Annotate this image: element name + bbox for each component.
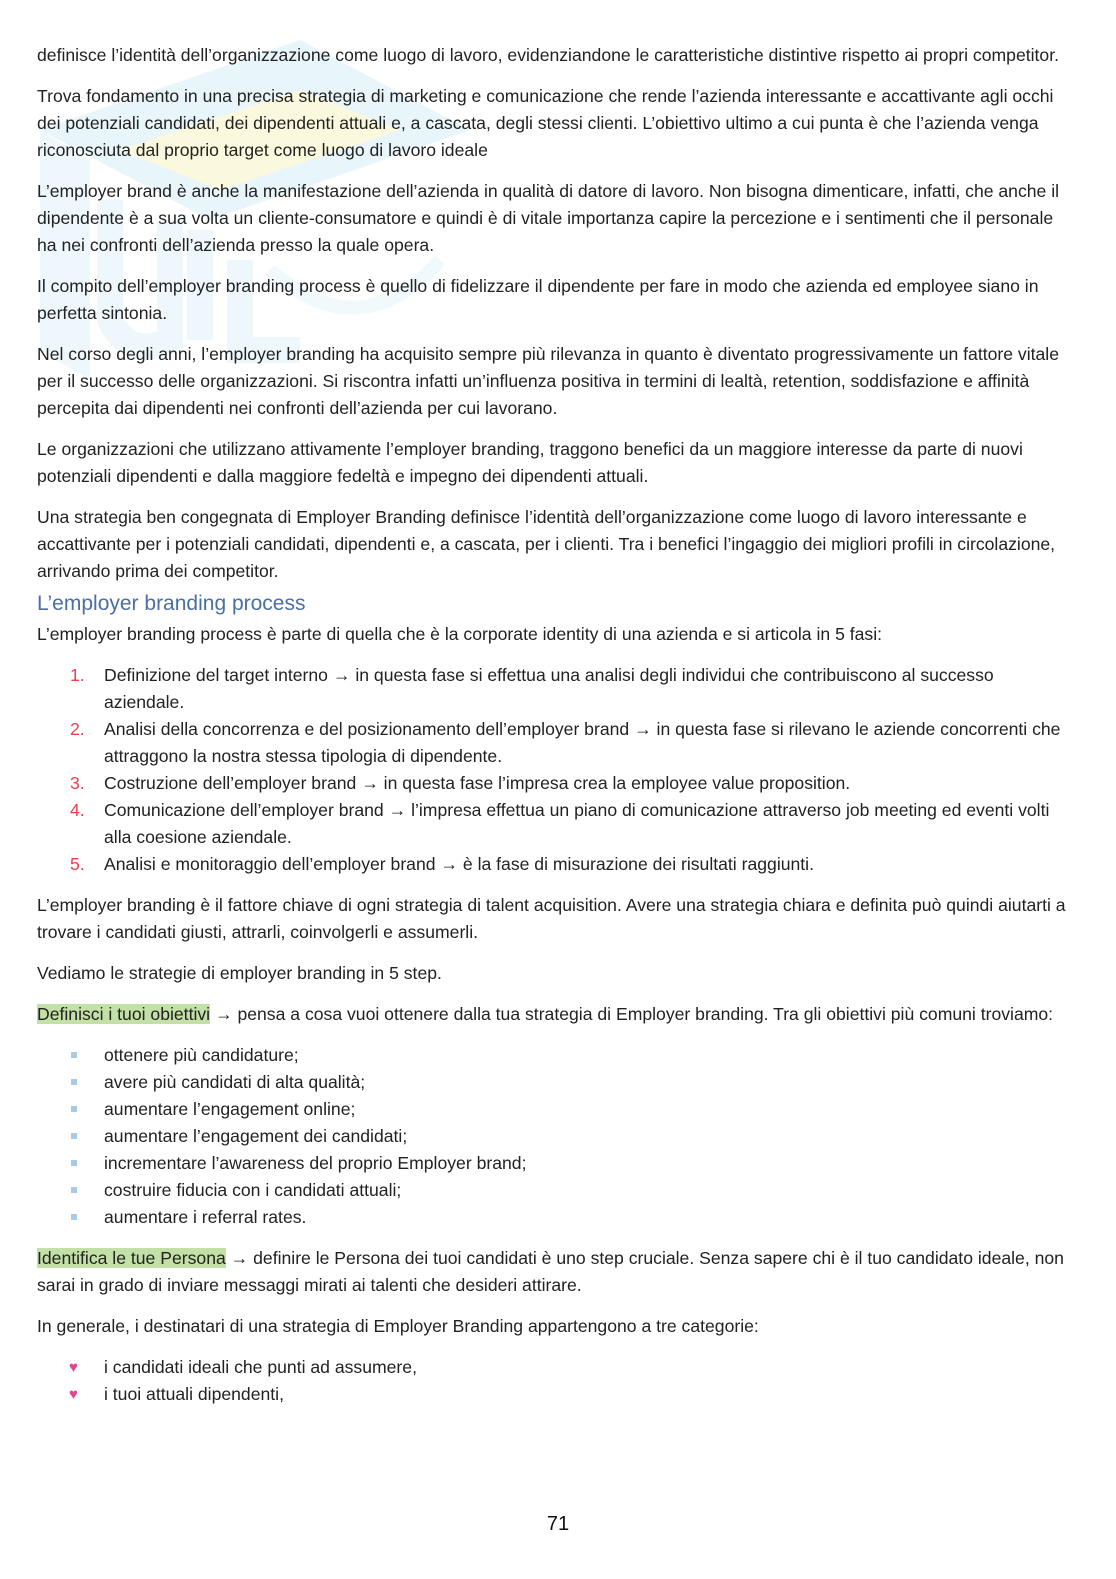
- step-text: Definizione del target interno → in questa fase si effettua una analisi degli individui che contribuiscono al successo aziendale.: [104, 665, 994, 712]
- goal-text: aumentare i referral rates.: [104, 1207, 307, 1227]
- list-item: [37, 1354, 1067, 1381]
- step-number: 1.: [70, 665, 85, 685]
- paragraph: Il compito dell’employer branding process è quello di fidelizzare il dipendente per fare in modo che azienda ed employee siano in perfetta sintonia.: [37, 276, 1039, 323]
- square-bullet-icon: [71, 1052, 77, 1058]
- step-number: 5.: [70, 854, 85, 874]
- step-text: Comunicazione dell’employer brand → l’impresa effettua un piano di comunicazione attraverso job meeting ed eventi volti alla coesione aziendale.: [104, 800, 1050, 847]
- square-bullet-icon: [71, 1187, 77, 1193]
- goal-text: aumentare l’engagement dei candidati;: [104, 1126, 408, 1146]
- paragraph: definisce l’identità dell’organizzazione come luogo di lavoro, evidenziandone le caratteristiche distintive rispetto ai propri competitor.: [37, 45, 1059, 65]
- highlighted-step-title: Identifica le tue Persona: [37, 1248, 226, 1268]
- target-text: i candidati ideali che punti ad assumere,: [104, 1357, 417, 1377]
- paragraph: L’employer branding è il fattore chiave di ogni strategia di talent acquisition. Avere una strategia chiara e definita può quindi aiutarti a trovare i candidati giusti, attrarli, coinvolgerli e assumerli.: [37, 895, 1066, 942]
- list-item: [37, 662, 1067, 716]
- step-text: Analisi della concorrenza e del posizionamento dell’employer brand → in questa fase si rilevano le aziende concorrenti che attraggono la nostra stessa tipologia di dipendente.: [104, 719, 1061, 766]
- paragraph: [37, 1245, 1067, 1299]
- step-text: Costruzione dell’employer brand → in questa fase l’impresa crea la employee value proposition.: [104, 773, 851, 793]
- paragraph: [37, 1001, 1067, 1028]
- process-steps-list: [37, 662, 1067, 878]
- list-item: [37, 1150, 1067, 1177]
- targets-list: [37, 1354, 1067, 1408]
- paragraph: Vediamo le strategie di employer branding in 5 step.: [37, 963, 442, 983]
- target-text: i tuoi attuali dipendenti,: [104, 1384, 284, 1404]
- square-bullet-icon: [71, 1160, 77, 1166]
- step-number: 4.: [70, 800, 85, 820]
- list-item: [37, 851, 1067, 878]
- goal-text: avere più candidati di alta qualità;: [104, 1072, 366, 1092]
- paragraph: L’employer brand è anche la manifestazione dell’azienda in qualità di datore di lavoro. Non bisogna dimenticare, infatti, che anche il dipendente è a sua volta un cliente-consumatore e quindi è di vitale importanza capire la percezione e i sentimenti che il personale ha nei confronti dell’azienda presso la quale opera.: [37, 181, 1060, 255]
- goal-text: aumentare l’engagement online;: [104, 1099, 356, 1119]
- list-item: [37, 716, 1067, 770]
- square-bullet-icon: [71, 1133, 77, 1139]
- goals-list: [37, 1042, 1067, 1231]
- paragraph: Nel corso degli anni, l’employer branding ha acquisito sempre più rilevanza in quanto è diventato progressivamente un fattore vitale per il successo delle organizzazioni. Si riscontra infatti un’influenza positiva in termini di lealtà, retention, soddisfazione e affinità percepita dai dipendenti nei confronti dell’azienda per cui lavorano.: [37, 344, 1060, 418]
- heart-bullet-icon: ♥: [69, 1359, 78, 1376]
- step-text: Analisi e monitoraggio dell’employer brand → è la fase di misurazione dei risultati raggiunti.: [104, 854, 814, 874]
- step-number: 2.: [70, 719, 85, 739]
- paragraph: Le organizzazioni che utilizzano attivamente l’employer branding, traggono benefici da un maggiore interesse da parte di nuovi potenziali dipendenti e dalla maggiore fedeltà e impegno dei dipendenti attuali.: [37, 439, 1023, 486]
- goal-text: incrementare l’awareness del proprio Employer brand;: [104, 1153, 527, 1173]
- heart-bullet-icon: ♥: [69, 1386, 78, 1403]
- list-item: [37, 1123, 1067, 1150]
- list-item: [37, 1069, 1067, 1096]
- section-intro: L’employer branding process è parte di quella che è la corporate identity di una azienda e si articola in 5 fasi:: [37, 624, 883, 644]
- section-heading: L’employer branding process: [37, 592, 306, 615]
- list-item: [37, 1177, 1067, 1204]
- document-page: [37, 42, 1067, 1408]
- square-bullet-icon: [71, 1106, 77, 1112]
- list-item: [37, 1204, 1067, 1231]
- paragraph: Una strategia ben congegnata di Employer Branding definisce l’identità dell’organizzazione come luogo di lavoro interessante e accattivante per i potenziali candidati, dipendenti e, a cascata, per i clienti. Tra i benefici l’ingaggio dei migliori profili in circolazione, arrivando prima dei competitor.: [37, 507, 1056, 581]
- paragraph: Trova fondamento in una precisa strategia di marketing e comunicazione che rende l’azienda interessante e accattivante agli occhi dei potenziali candidati, dei dipendenti attuali e, a cascata, degli stessi clienti. L’obiettivo ultimo a cui punta è che l’azienda venga riconosciuta dal proprio target come luogo di lavoro ideale: [37, 86, 1054, 160]
- step-description: → pensa a cosa vuoi ottenere dalla tua strategia di Employer branding. Tra gli obiettivi più comuni troviamo:: [210, 1004, 1054, 1024]
- highlighted-step-title: Definisci i tuoi obiettivi: [37, 1004, 211, 1024]
- step-number: 3.: [70, 773, 85, 793]
- square-bullet-icon: [71, 1214, 77, 1220]
- list-item: [37, 770, 1067, 797]
- square-bullet-icon: [71, 1079, 77, 1085]
- goal-text: ottenere più candidature;: [104, 1045, 299, 1065]
- paragraph: In generale, i destinatari di una strategia di Employer Branding appartengono a tre categorie:: [37, 1316, 759, 1336]
- list-item: [37, 1381, 1067, 1408]
- list-item: [37, 1096, 1067, 1123]
- step-description: → definire le Persona dei tuoi candidati è uno step cruciale. Senza sapere chi è il tuo candidato ideale, non sarai in grado di inviare messaggi mirati ai talenti che desideri attirare.: [37, 1248, 1064, 1295]
- page-number: 71: [546, 1513, 570, 1535]
- list-item: [37, 1042, 1067, 1069]
- list-item: [37, 797, 1067, 851]
- goal-text: costruire fiducia con i candidati attuali;: [104, 1180, 402, 1200]
